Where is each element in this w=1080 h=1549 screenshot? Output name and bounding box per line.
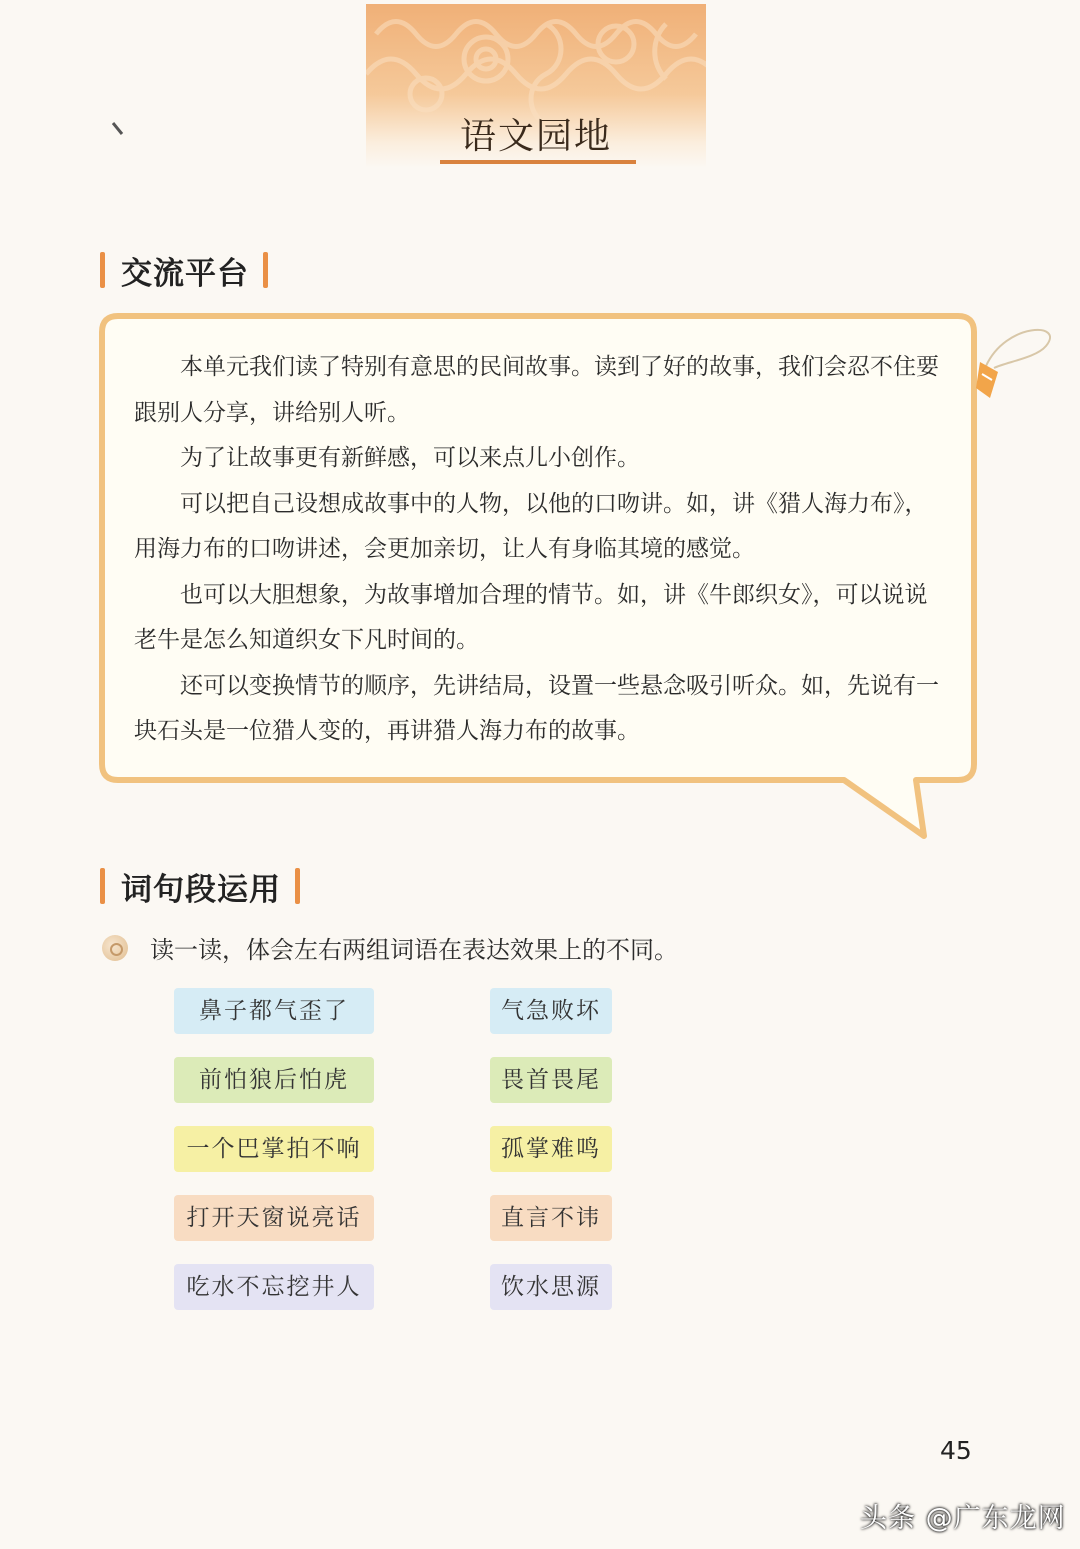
word-right: 气急败坏	[490, 988, 612, 1034]
section-header-usage	[100, 866, 300, 906]
section-header-exchange	[100, 250, 268, 290]
word-left: 前怕狼后怕虎	[174, 1057, 374, 1103]
word-left: 打开天窗说亮话	[174, 1195, 374, 1241]
word-right: 直言不讳	[490, 1195, 612, 1241]
ink-mark	[112, 122, 124, 136]
title-banner	[366, 4, 706, 168]
word-right: 孤掌难鸣	[490, 1126, 612, 1172]
page-number: 45	[940, 1436, 972, 1465]
exchange-text	[134, 345, 946, 755]
page-title: 语文园地	[459, 116, 612, 157]
paragraph: 可以把自己设想成故事中的人物，以他的口吻讲。如，讲《猎人海力布》，用海力布的口吻讲述，会更加亲切，让人有身临其境的感觉。	[134, 490, 928, 562]
paragraph: 本单元我们读了特别有意思的民间故事。读到了好的故事，我们会忍不住要跟别人分享，讲给别人听。	[134, 354, 939, 426]
exercise-instruction	[102, 930, 678, 965]
hanging-tag-icon	[976, 322, 1066, 412]
word-left: 一个巴掌拍不响	[174, 1126, 374, 1172]
section-title: 词句段运用	[121, 871, 281, 908]
instruction-text: 读一读，体会左右两组词语在表达效果上的不同。	[150, 936, 678, 964]
word-right: 饮水思源	[490, 1264, 612, 1310]
word-left: 吃水不忘挖井人	[174, 1264, 374, 1310]
section-title: 交流平台	[121, 255, 249, 292]
disc-bullet-icon	[102, 935, 128, 961]
section-bar-right	[295, 868, 300, 904]
section-bar-left	[100, 252, 105, 288]
section-bar-right	[263, 252, 268, 288]
paragraph: 为了让故事更有新鲜感，可以来点儿小创作。	[180, 445, 640, 471]
paragraph: 还可以变换情节的顺序，先讲结局，设置一些悬念吸引听众。如，先说有一块石头是一位猎人变的，再讲猎人海力布的故事。	[134, 672, 939, 744]
word-left: 鼻子都气歪了	[174, 988, 374, 1034]
paragraph: 也可以大胆想象，为故事增加合理的情节。如，讲《牛郎织女》，可以说说老牛是怎么知道织女下凡时间的。	[134, 581, 928, 653]
title-underline	[440, 160, 636, 164]
word-right: 畏首畏尾	[490, 1057, 612, 1103]
section-bar-left	[100, 868, 105, 904]
watermark: 头条 @广东龙网	[860, 1503, 1066, 1534]
